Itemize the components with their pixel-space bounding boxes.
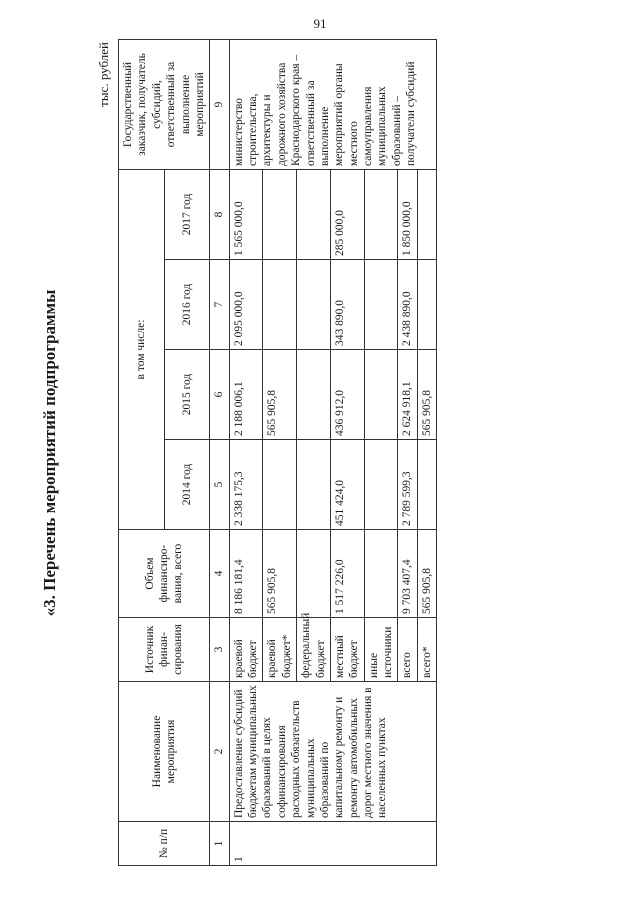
header-num: № п/п — [119, 822, 210, 866]
page-title: «3. Перечень мероприятий подпрограммы — [40, 289, 59, 617]
row-customer: министерство строительства, архитектуры и дорожного хозяйства Краснодарского края – ответственный за выполнение мероприятий органы местного самоуправления муниципальных образований – получатели субсидий — [229, 39, 437, 169]
y2017-cell: 285 000,0 — [330, 169, 364, 259]
volume-cell: 9 703 407,4 — [398, 530, 417, 618]
y2014-cell — [297, 440, 331, 530]
y2016-cell — [263, 260, 297, 350]
y2016-cell: 2 438 890,0 — [398, 260, 417, 350]
units-label: тыс. рублей — [96, 42, 111, 107]
table-row — [229, 39, 263, 865]
col-number: 8 — [210, 169, 229, 259]
y2015-cell: 2 188 006,1 — [229, 350, 263, 440]
column-number-row — [210, 39, 229, 865]
measures-table — [118, 39, 437, 866]
volume-cell — [364, 530, 398, 618]
y2014-cell: 2 338 175,3 — [229, 440, 263, 530]
y2017-cell: 1 850 000,0 — [398, 169, 417, 259]
header-2014: 2014 год — [164, 440, 210, 530]
header-source: Источник финан-сирования — [119, 618, 210, 682]
y2014-cell — [263, 440, 297, 530]
col-number: 6 — [210, 350, 229, 440]
y2014-cell — [364, 440, 398, 530]
volume-cell: 565 905,8 — [263, 530, 297, 618]
y2015-cell: 436 912,0 — [330, 350, 364, 440]
y2015-cell — [297, 350, 331, 440]
y2015-cell — [364, 350, 398, 440]
y2016-cell — [297, 260, 331, 350]
header-customer: Государственный заказчик, получатель субсидий, ответственный за выполнение мероприятий — [119, 39, 210, 169]
header-name: Наименование мероприятия — [119, 682, 210, 822]
y2016-cell — [364, 260, 398, 350]
volume-cell: 1 517 226,0 — [330, 530, 364, 618]
header-2017: 2017 год — [164, 169, 210, 259]
col-number: 2 — [210, 682, 229, 822]
row-num: 1 — [229, 822, 437, 866]
col-number: 9 — [210, 39, 229, 169]
y2016-cell — [417, 260, 436, 350]
y2014-cell: 451 424,0 — [330, 440, 364, 530]
y2016-cell: 343 890,0 — [330, 260, 364, 350]
header-row — [119, 39, 165, 865]
rotated-page-content — [40, 40, 620, 866]
col-number: 5 — [210, 440, 229, 530]
source-cell: краевой бюджет* — [263, 618, 297, 682]
header-volume: Объем финансиро-вания, всего — [119, 530, 210, 618]
y2015-cell: 2 624 918,1 — [398, 350, 417, 440]
volume-cell — [297, 530, 331, 618]
y2017-cell — [364, 169, 398, 259]
volume-cell: 565 905,8 — [417, 530, 436, 618]
source-cell: краевой бюджет — [229, 618, 263, 682]
source-cell: иные источники — [364, 618, 398, 682]
col-number: 7 — [210, 260, 229, 350]
y2017-cell: 1 565 000,0 — [229, 169, 263, 259]
header-incl: в том числе: — [119, 169, 165, 529]
source-cell: федеральный бюджет — [297, 618, 331, 682]
source-cell: всего* — [417, 618, 436, 682]
col-number: 3 — [210, 618, 229, 682]
y2014-cell — [417, 440, 436, 530]
header-2016: 2016 год — [164, 260, 210, 350]
y2017-cell — [297, 169, 331, 259]
y2016-cell: 2 095 000,0 — [229, 260, 263, 350]
volume-cell: 8 186 181,4 — [229, 530, 263, 618]
y2015-cell: 565 905,8 — [263, 350, 297, 440]
y2017-cell — [417, 169, 436, 259]
source-cell: местный бюджет — [330, 618, 364, 682]
y2015-cell: 565 905,8 — [417, 350, 436, 440]
source-cell: всего — [398, 618, 417, 682]
col-number: 4 — [210, 530, 229, 618]
y2017-cell — [263, 169, 297, 259]
header-2015: 2015 год — [164, 350, 210, 440]
col-number: 1 — [210, 822, 229, 866]
y2014-cell: 2 789 599,3 — [398, 440, 417, 530]
row-name: Предоставление субсидий бюджетам муниципальных образований в целях софинансирования расходных обязательств муниципальных образований по капитальному ремонту и ремонту автомобильных дорог местного значения в населенных пунктах — [229, 682, 437, 822]
page-number: 91 — [313, 16, 327, 31]
